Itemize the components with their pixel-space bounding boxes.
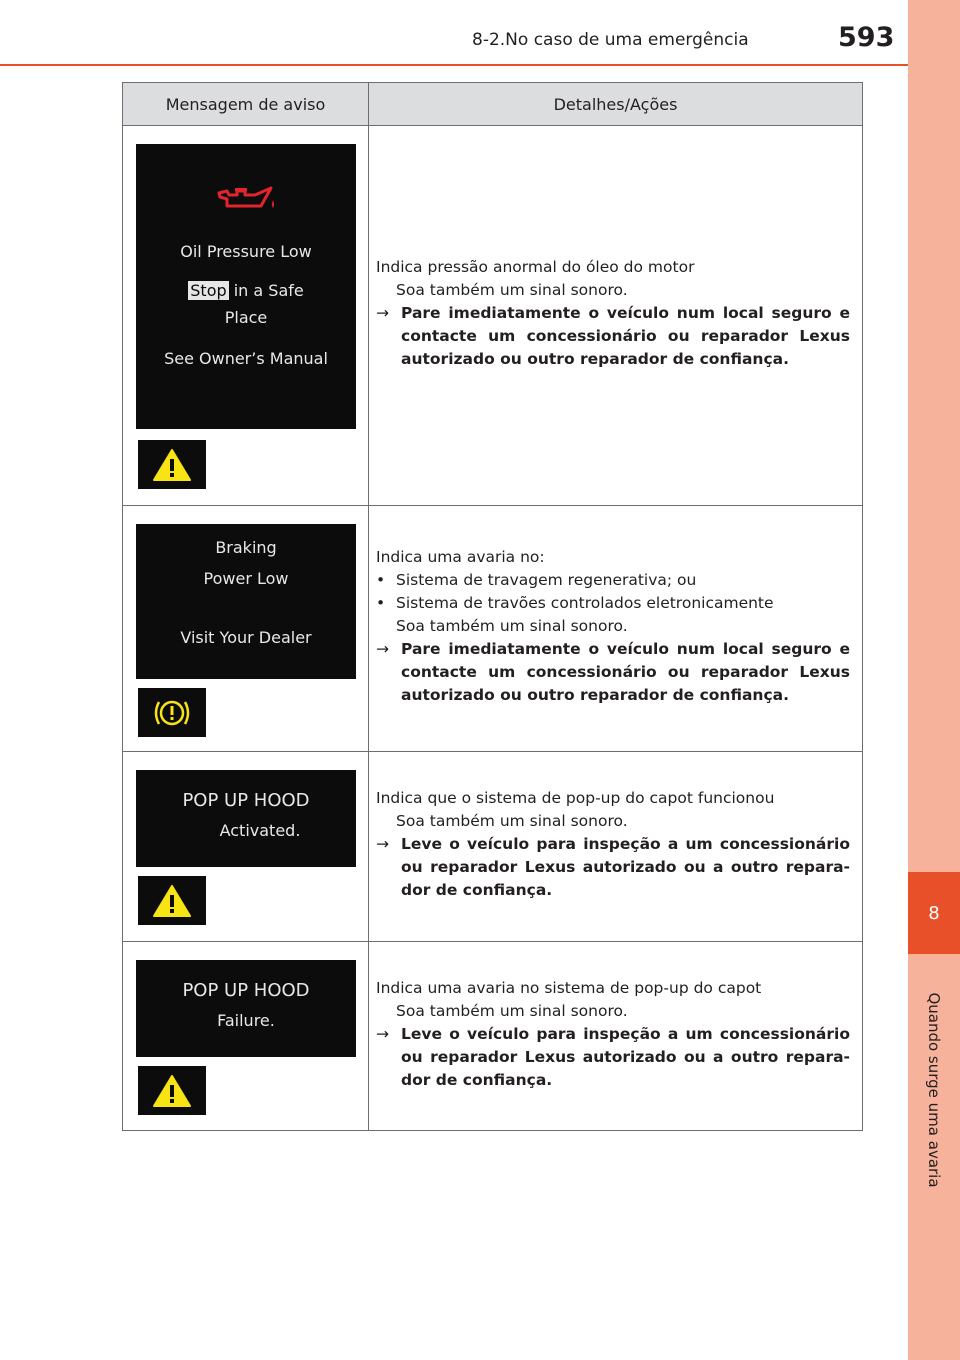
display-line: Place: [224, 308, 268, 327]
detail-description: Indica uma avaria no:: [376, 548, 545, 566]
warning-messages-table: [122, 82, 863, 1131]
message-cell: [123, 126, 369, 506]
message-cell: [123, 752, 369, 942]
triangle-warning-icon: [138, 1066, 206, 1115]
display-line: Power Low: [203, 569, 289, 588]
detail-bullet: • Sistema de travagem regenerativa; ou: [376, 571, 697, 589]
section-title: 8-2.No caso de uma emergência: [472, 30, 749, 50]
message-cell: [123, 506, 369, 752]
table-header-row: [123, 83, 863, 126]
detail-action: → Leve o veículo para inspeção a um concessionário ou reparador Lexus autorizado ou a outro repara-dor de confiança.: [376, 1025, 850, 1089]
chapter-title: Quando surge uma avaria: [925, 992, 943, 1188]
detail-sound: Soa também um sinal sonoro.: [396, 281, 628, 299]
display-line: POP UP HOOD: [182, 790, 310, 811]
pop-up-hood-failure-display: [136, 960, 356, 1057]
display-line: Stop in a Safe: [190, 281, 304, 300]
details-cell: [369, 506, 863, 752]
chapter-number: 8: [928, 902, 940, 924]
detail-action: → Leve o veículo para inspeção a um concessionário ou reparador Lexus autorizado ou a outro repara-dor de confiança.: [376, 835, 850, 899]
display-line: Visit Your Dealer: [180, 628, 312, 647]
braking-display: [136, 524, 356, 679]
table-row: [123, 126, 863, 506]
page-number: 593: [838, 22, 895, 53]
display-line: Oil Pressure Low: [180, 242, 312, 261]
detail-sound: Soa também um sinal sonoro.: [396, 617, 628, 635]
chapter-number-tab[interactable]: [908, 872, 960, 954]
arrow-icon: →: [376, 304, 389, 322]
col-header-message: Mensagem de aviso: [123, 83, 369, 126]
detail-sound: Soa também um sinal sonoro.: [396, 1002, 628, 1020]
triangle-warning-icon: [138, 440, 206, 489]
table-row: [123, 506, 863, 752]
detail-description: Indica pressão anormal do óleo do motor: [376, 258, 695, 276]
details-cell: [369, 752, 863, 942]
detail-description: Indica uma avaria no sistema de pop-up do capot: [376, 979, 762, 997]
detail-action: → Pare imediatamente o veículo num local seguro e contacte um concessionário ou reparador Lexus autorizado ou outro reparador de confiança.: [376, 640, 850, 704]
display-line: POP UP HOOD: [182, 980, 310, 1001]
arrow-icon: →: [376, 835, 389, 853]
table-row: [123, 942, 863, 1131]
details-cell: [369, 942, 863, 1131]
details-cell: [369, 126, 863, 506]
col-header-details: Detalhes/Ações: [369, 83, 863, 126]
detail-bullet: • Sistema de travões controlados eletronicamente: [376, 594, 774, 612]
stop-highlight: Stop: [190, 281, 227, 300]
display-line: Failure.: [217, 1011, 275, 1030]
oil-can-icon: [136, 144, 356, 216]
detail-action: → Pare imediatamente o veículo num local seguro e contacte um concessionário ou reparador Lexus autorizado ou outro reparador de confiança.: [376, 304, 850, 368]
oil-pressure-display: [136, 144, 356, 429]
arrow-icon: →: [376, 1025, 389, 1043]
message-cell: [123, 942, 369, 1131]
triangle-warning-icon: [138, 876, 206, 925]
brake-warning-icon: [138, 688, 206, 737]
detail-description: Indica que o sistema de pop-up do capot funcionou: [376, 789, 775, 807]
display-line: Activated.: [219, 821, 301, 840]
table-row: [123, 752, 863, 942]
display-line: Braking: [215, 538, 277, 557]
header-rule: [0, 64, 908, 66]
pop-up-hood-activated-display: [136, 770, 356, 867]
arrow-icon: →: [376, 640, 389, 658]
detail-sound: Soa também um sinal sonoro.: [396, 812, 628, 830]
display-line: See Owner’s Manual: [164, 349, 328, 368]
